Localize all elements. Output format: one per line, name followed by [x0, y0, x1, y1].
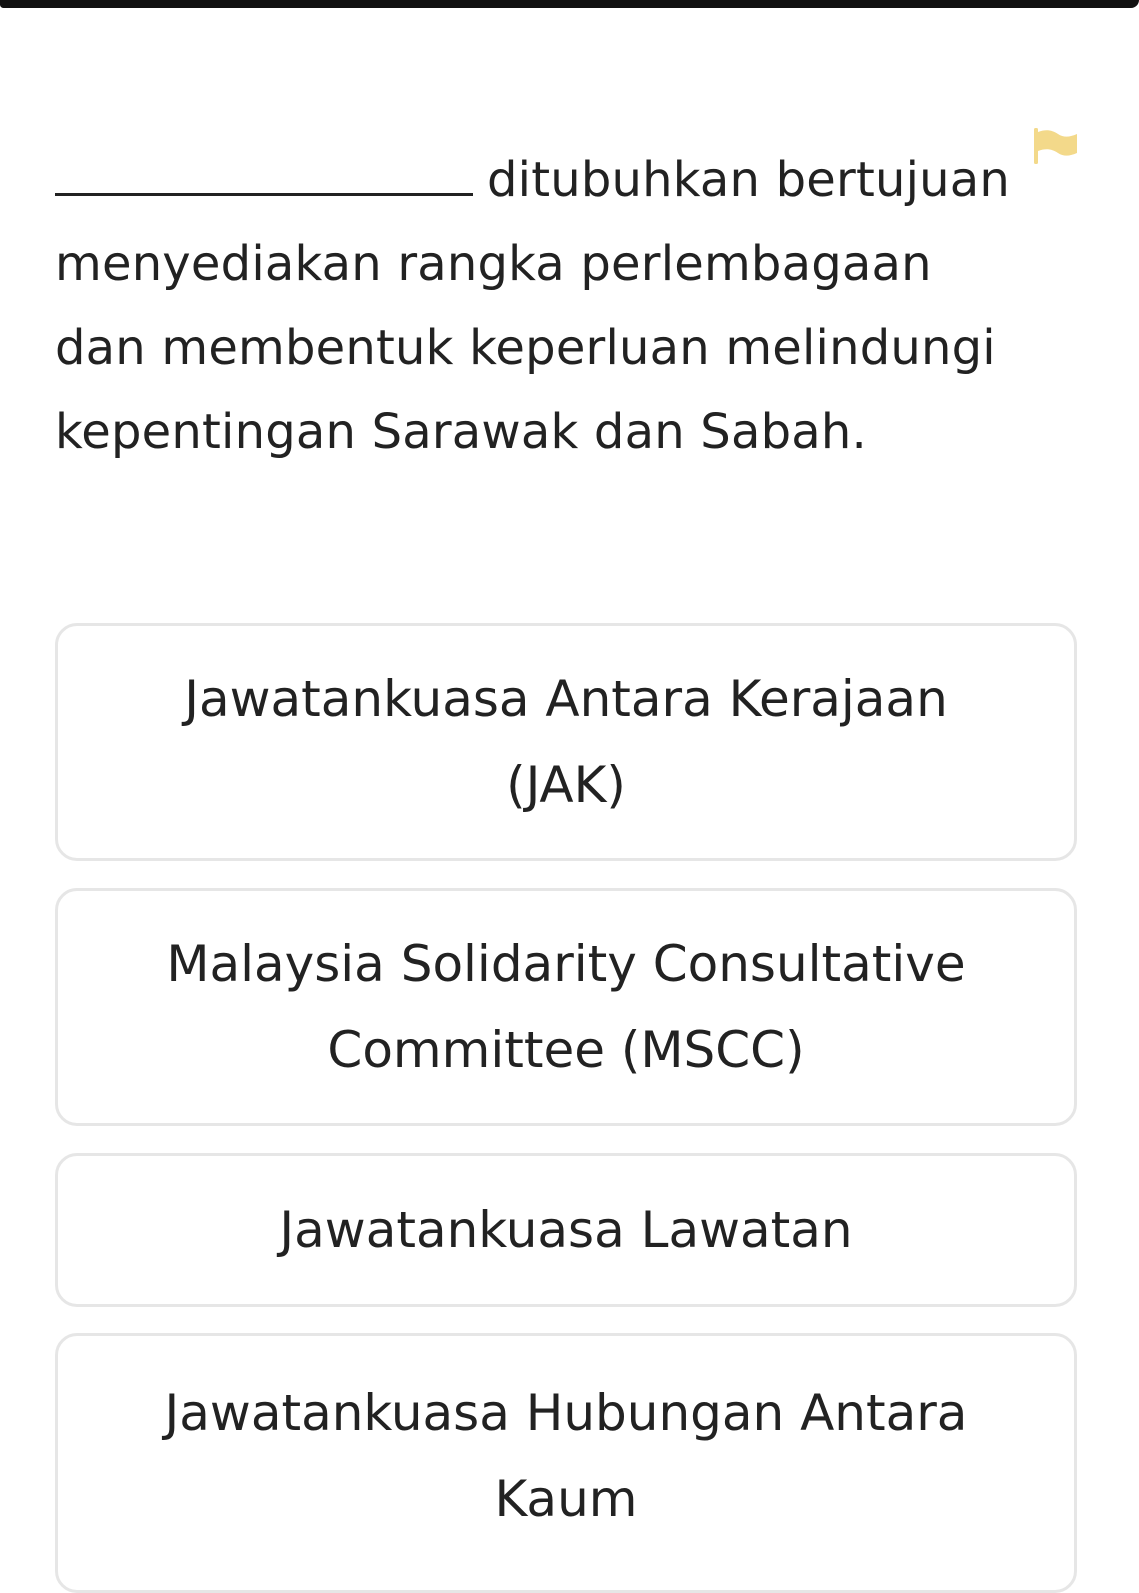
flag-button[interactable]	[1024, 118, 1088, 174]
answer-option-label: Malaysia Solidarity Consultative Committee (MSCC)	[166, 935, 966, 1079]
answer-option-label: Jawatankuasa Hubungan Antara Kaum	[164, 1384, 968, 1528]
answer-option-label: Jawatankuasa Lawatan	[279, 1201, 853, 1259]
answer-option-label: Jawatankuasa Antara Kerajaan (JAK)	[184, 670, 948, 814]
answer-option-1[interactable]	[55, 623, 1077, 861]
answer-option-2[interactable]	[55, 888, 1077, 1126]
top-progress-bar	[0, 0, 1139, 8]
answer-blank	[55, 187, 473, 196]
question-text	[55, 138, 1015, 474]
answer-option-3[interactable]	[55, 1153, 1077, 1307]
flag-icon	[1032, 126, 1080, 166]
answer-option-4[interactable]	[55, 1333, 1077, 1593]
question-body: ditubuhkan bertujuan menyediakan rangka perlembagaan dan membentuk keperluan melindungi kepentingan Sarawak dan Sabah.	[55, 152, 1010, 460]
